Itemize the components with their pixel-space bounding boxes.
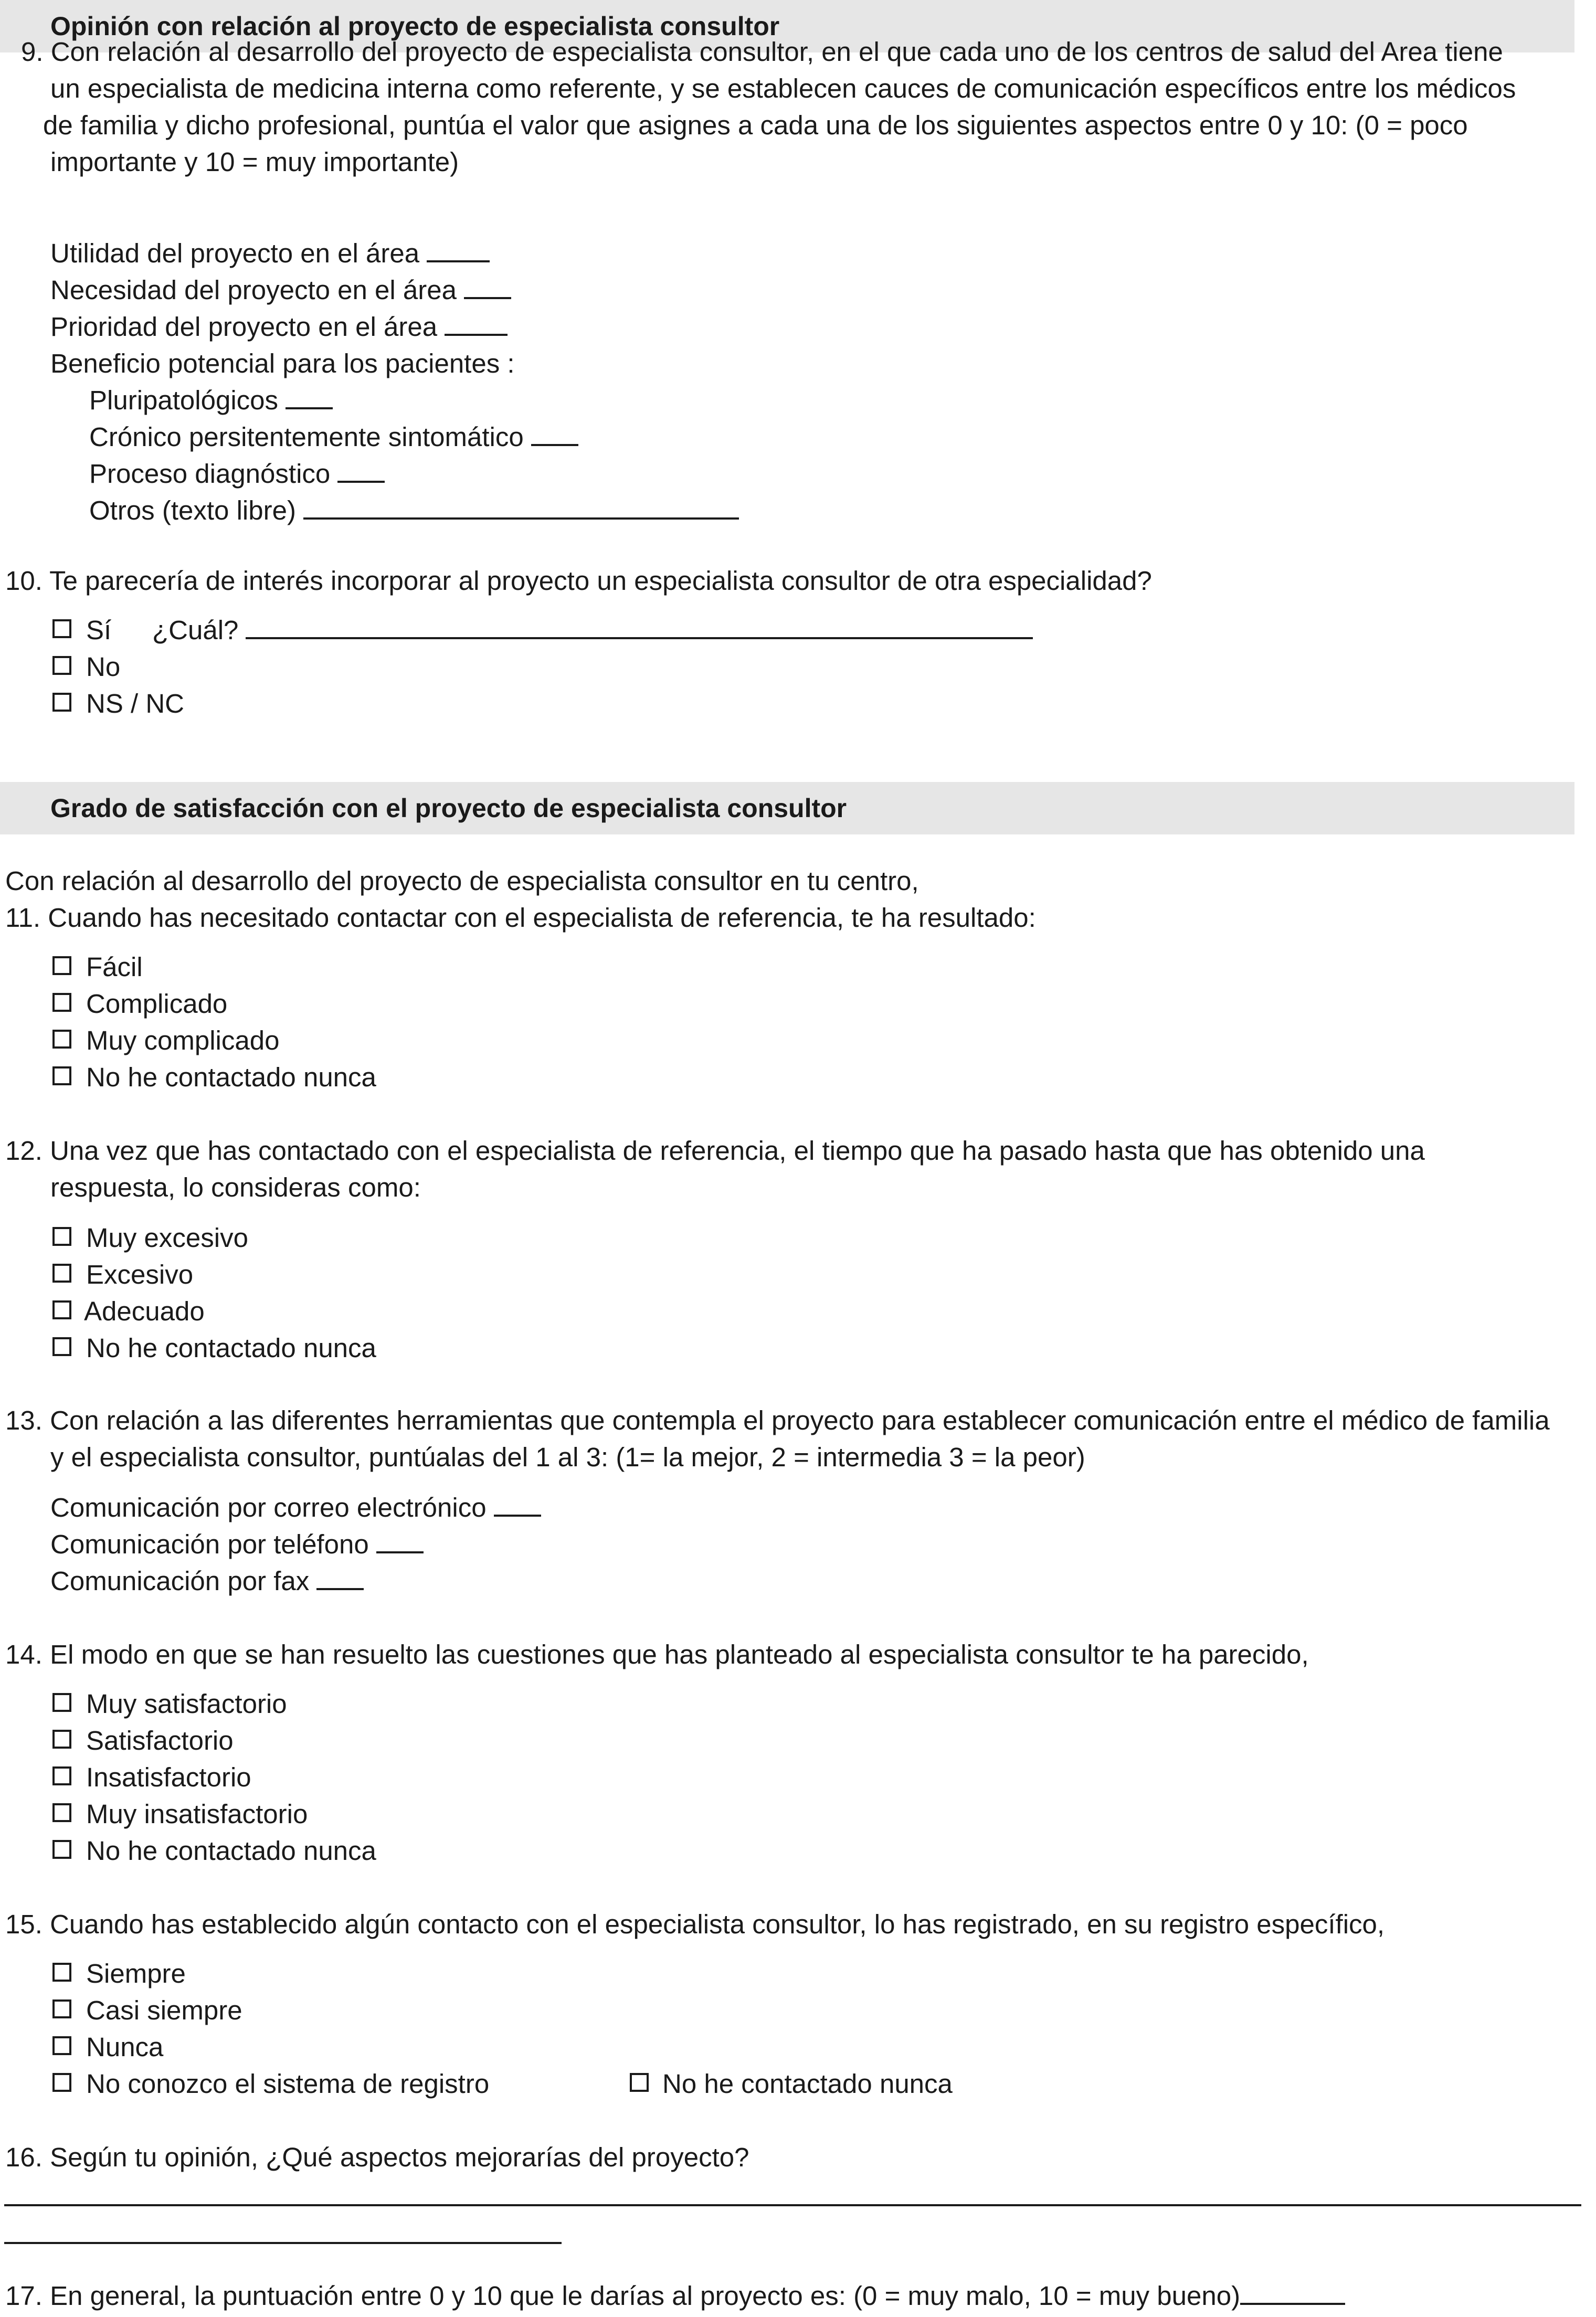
q11-option-facil-label: Fácil <box>86 952 143 982</box>
q15-option-siempre-checkbox[interactable] <box>52 1963 71 1982</box>
q13-correo-field[interactable] <box>494 1494 541 1517</box>
q14-option-muy-satisfactorio-label: Muy satisfactorio <box>86 1689 287 1719</box>
q9-item-necesidad: Necesidad del proyecto en el área <box>50 272 511 309</box>
q9-line-3: de familia y dicho profesional, puntúa el valor que asignes a cada una de los siguientes aspectos entre 0 y 10: (0 = poco <box>43 110 1468 140</box>
q12-option-excesivo-checkbox[interactable] <box>52 1264 71 1283</box>
q13-item-fax: Comunicación por fax <box>50 1563 364 1600</box>
q13-fax-field[interactable] <box>316 1567 364 1590</box>
q11-option-facil-checkbox[interactable] <box>52 956 71 975</box>
q16-answer-line-1[interactable] <box>4 2204 1581 2206</box>
q11-option-complicado-label: Complicado <box>86 989 228 1019</box>
q11-option-muy-complicado-checkbox[interactable] <box>52 1030 71 1049</box>
q16-text: 16. Según tu opinión, ¿Qué aspectos mejorarías del proyecto? <box>5 2142 749 2172</box>
q13-item-telefono: Comunicación por teléfono <box>50 1526 424 1563</box>
q10-option-no-checkbox[interactable] <box>52 656 71 675</box>
q9-item-beneficio: Beneficio potencial para los pacientes : <box>50 348 515 378</box>
q10-which-field[interactable] <box>246 616 1033 639</box>
q12-option-nunca-checkbox[interactable] <box>52 1337 71 1356</box>
q9-subitem-proceso: Proceso diagnóstico <box>89 456 385 492</box>
q12-option-nunca-label: No he contactado nunca <box>86 1333 376 1363</box>
q9-necesidad-field[interactable] <box>464 276 511 299</box>
q14-option-muy-satisfactorio-checkbox[interactable] <box>52 1693 71 1712</box>
q14-option-satisfactorio-label: Satisfactorio <box>86 1726 234 1755</box>
q15-option-no-conozco-checkbox[interactable] <box>52 2073 71 2092</box>
q15-text: 15. Cuando has establecido algún contacto con el especialista consultor, lo has registrado, en su registro específico, <box>5 1909 1385 1939</box>
q15-option-casi-siempre-checkbox[interactable] <box>52 1999 71 2018</box>
q15-option-nunca-label: Nunca <box>86 2032 164 2062</box>
q12-option-adecuado-label: Adecuado <box>84 1296 205 1326</box>
q9-pluripatologicos-field[interactable] <box>286 386 333 409</box>
q14-text: 14. El modo en que se han resuelto las cuestiones que has planteado al especialista consultor te ha parecido, <box>5 1639 1309 1669</box>
q14-option-nunca-checkbox[interactable] <box>52 1840 71 1859</box>
q9-otros-field[interactable] <box>303 496 739 520</box>
q12-option-adecuado-checkbox[interactable] <box>52 1300 71 1319</box>
q13-telefono-field[interactable] <box>376 1530 424 1553</box>
q9-proceso-field[interactable] <box>337 460 385 483</box>
q10-option-si-label: Sí <box>86 615 112 645</box>
q9-prioridad-field[interactable] <box>445 313 508 336</box>
q10-option-no-label: No <box>86 652 121 682</box>
q11-option-muy-complicado-label: Muy complicado <box>86 1025 280 1055</box>
q15-option-no-conozco-label: No conozco el sistema de registro <box>86 2069 490 2099</box>
q17-score-field[interactable] <box>1240 2282 1345 2305</box>
q9-subitem-cronico: Crónico persitentemente sintomático <box>89 419 578 456</box>
q14-option-nunca-label: No he contactado nunca <box>86 1836 376 1866</box>
q9-subitem-otros: Otros (texto libre) <box>89 492 739 529</box>
q10-option-nsnc-label: NS / NC <box>86 689 185 718</box>
q14-option-insatisfactorio-label: Insatisfactorio <box>86 1762 251 1792</box>
q11-option-complicado-checkbox[interactable] <box>52 993 71 1012</box>
q9-line-2: un especialista de medicina interna como referente, y se establecen cauces de comunicación específicos entre los médicos <box>50 73 1516 103</box>
intro-text: Con relación al desarrollo del proyecto de especialista consultor en tu centro, <box>5 866 919 896</box>
q12-line-2: respuesta, lo consideras como: <box>50 1172 421 1202</box>
q16-answer-line-2[interactable] <box>4 2242 562 2244</box>
q12-line-1: 12. Una vez que has contactado con el especialista de referencia, el tiempo que ha pasado hasta que has obtenido una <box>5 1136 1425 1166</box>
q12-option-muy-excesivo-checkbox[interactable] <box>52 1227 71 1246</box>
q14-option-muy-insatisfactorio-checkbox[interactable] <box>52 1803 71 1822</box>
section-title-opinion: Opinión con relación al proyecto de especialista consultor <box>50 12 780 41</box>
q10-which: ¿Cuál? <box>152 612 1033 649</box>
q11-option-nunca-label: No he contactado nunca <box>86 1062 376 1092</box>
q9-line-1: 9. Con relación al desarrollo del proyecto de especialista consultor, en el que cada uno de los centros de salud del Area tiene <box>21 37 1503 67</box>
q13-line-1: 13. Con relación a las diferentes herramientas que contempla el proyecto para establecer comunicación entre el médico de familia <box>5 1405 1550 1435</box>
q15-option-nunca-checkbox[interactable] <box>52 2036 71 2055</box>
section-title-satisfaccion: Grado de satisfacción con el proyecto de especialista consultor <box>50 794 847 823</box>
q9-line-4: importante y 10 = muy importante) <box>50 147 459 177</box>
q17-text: 17. En general, la puntuación entre 0 y 10 que le darías al proyecto es: (0 = muy malo, 10 = muy bueno) <box>5 2278 1345 2314</box>
q14-option-satisfactorio-checkbox[interactable] <box>52 1730 71 1749</box>
q13-line-2: y el especialista consultor, puntúalas del 1 al 3: (1= la mejor, 2 = intermedia 3 = la peor) <box>50 1442 1085 1472</box>
q9-subitem-pluripatologicos: Pluripatológicos <box>89 382 333 419</box>
q12-option-muy-excesivo-label: Muy excesivo <box>86 1223 248 1253</box>
q15-option-siempre-label: Siempre <box>86 1959 186 1988</box>
q15-option-no-contactado-label: No he contactado nunca <box>662 2069 953 2099</box>
q9-item-utilidad: Utilidad del proyecto en el área <box>50 235 490 272</box>
q10-text: 10. Te parecería de interés incorporar al proyecto un especialista consultor de otra especialidad? <box>5 566 1152 596</box>
q10-option-si-checkbox[interactable] <box>52 619 71 638</box>
q15-option-casi-siempre-label: Casi siempre <box>86 1995 242 2025</box>
q11-text: 11. Cuando has necesitado contactar con el especialista de referencia, te ha resultado: <box>5 903 1036 933</box>
q14-option-insatisfactorio-checkbox[interactable] <box>52 1766 71 1785</box>
q14-option-muy-insatisfactorio-label: Muy insatisfactorio <box>86 1799 308 1829</box>
q9-item-prioridad: Prioridad del proyecto en el área <box>50 309 508 345</box>
q11-option-nunca-checkbox[interactable] <box>52 1066 71 1085</box>
q15-option-no-contactado-checkbox[interactable] <box>630 2073 649 2092</box>
q13-item-correo: Comunicación por correo electrónico <box>50 1489 541 1526</box>
q10-option-nsnc-checkbox[interactable] <box>52 693 71 712</box>
q9-cronico-field[interactable] <box>531 423 578 446</box>
q9-utilidad-field[interactable] <box>427 239 490 262</box>
q12-option-excesivo-label: Excesivo <box>86 1260 194 1289</box>
